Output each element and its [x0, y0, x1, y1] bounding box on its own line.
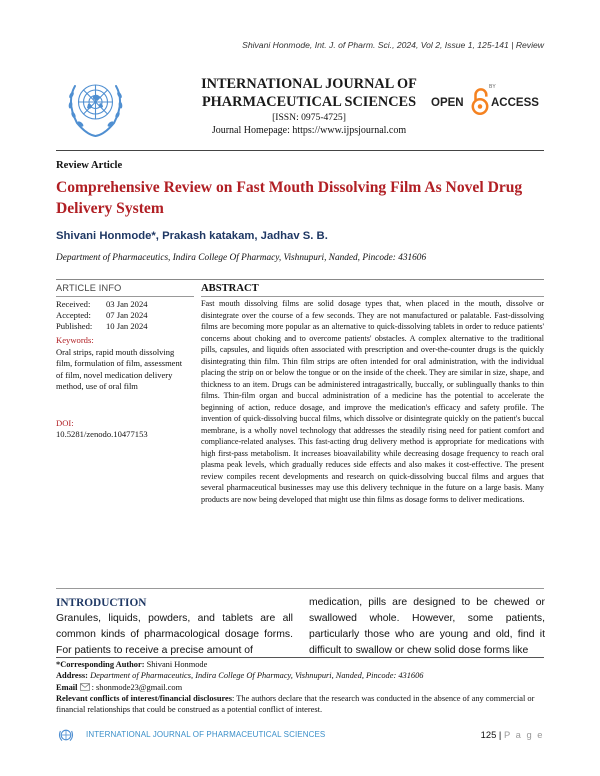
- open-access-badge: [431, 84, 543, 120]
- page-number: [481, 729, 544, 740]
- received-label: Received:: [56, 299, 91, 309]
- doi-value[interactable]: 10.5281/zenodo.10477153: [56, 429, 148, 439]
- article-info-heading: ARTICLE INFO: [56, 283, 122, 293]
- keywords-list: Oral strips, rapid mouth dissolving film, formulation of film, assessment of film, novel medication delivery method, use of oral film: [56, 347, 183, 391]
- journal-issn: [ISSN: 0975-4725]: [272, 112, 346, 123]
- accepted-date: 07 Jan 2024: [106, 310, 148, 321]
- corresponding-author-name: Shivani Honmode: [146, 660, 208, 669]
- accepted-label: Accepted:: [56, 310, 91, 321]
- published-date: 10 Jan 2024: [106, 321, 148, 332]
- article-affiliation: Department of Pharmaceutics, Indira College Of Pharmacy, Vishnupuri, Nanded, Pincode: 431606: [56, 253, 427, 263]
- abstract-text: Fast mouth dissolving films are solid dosage types that, when placed in the mouth, dissolve or disintegrate over the course of a few seconds. They are not manufactured or palatable. Fast-dissolving films are becoming more popular as an alternative to quick-dissolving tablets in order to reduce patients' concerns about choking and to overcome patients' obstacles. A complex alternative to the traditional pills, capsules, and liquids often associated with prescription and over-the-counter drugs is the quickly disintegrating thin film. Thin film strips are often intended for oral administration, with the individual placing the strip on or below the tongue or on the inside of the cheek. They are similar in size, shape, and thickness to an item. Drugs can be administered intragastrically, buccally, or sublingually thanks to thin films. Thin-film organ and buccal administration of a medicine has the potential to accelerate the beginning of action, reduce dosage, and improve the medication's efficacy and safety profile. The invention of quick-dissolving buccal films, which dissolve or disintegrate quickly on the patient's buccal membrane, is a wholly novel technology that addresses the steadily rising need for patient comfort and compliance-related analyses. This fast-acting drug delivery method is appropriate for medications with high first-pass metabolism. It increases bioavailability while decreasing dosage frequency to reach oral plasma peak levels, which gradually reduces side effects and also makes it cost-effective. The present review compiles recent developments and research on quick-dissolving buccal films and argues that several pharmaceutical businesses may use this delivery technique in the future on a large basis. Many products are now being developed that might use thin films as dosage forms to deliver medications.: [201, 299, 544, 504]
- address-line: [56, 670, 546, 681]
- footnote-divider: [56, 657, 544, 658]
- envelope-icon: [80, 683, 90, 691]
- footer-journal-name: INTERNATIONAL JOURNAL OF PHARMACEUTICAL SCIENCES: [86, 730, 326, 739]
- address-label: Address:: [56, 671, 88, 680]
- article-title: Comprehensive Review on Fast Mouth Dissolving Film As Novel Drug Delivery System: [56, 179, 523, 217]
- running-header: Shivani Honmode, Int. J. of Pharm. Sci., 2024, Vol 2, Issue 1, 125-141 | Review: [242, 40, 544, 50]
- page-word: P a g e: [503, 729, 544, 740]
- abstract-heading: ABSTRACT: [201, 283, 259, 294]
- introduction-column-2: medication, pills are designed to be chewed or swallowed whole. However, some patients, particularly those who are young and old, find it difficult to swallow or chew solid dose forms like: [309, 597, 545, 656]
- journal-title-line-1: INTERNATIONAL JOURNAL OF: [201, 76, 417, 92]
- article-type: Review Article: [56, 160, 123, 171]
- open-access-sup: BY: [489, 84, 496, 90]
- conflict-text: : The authors declare that the research was conducted in the absence of any commercial or financial relationships that could be construed as a potential conflict of interest.: [56, 694, 535, 714]
- open-lock-icon: [471, 88, 489, 116]
- article-dates: [56, 299, 148, 333]
- email-line: [56, 682, 546, 693]
- info-divider: [56, 279, 544, 280]
- header-divider: [56, 150, 544, 151]
- journal-title-line-2: PHARMACEUTICAL SCIENCES: [201, 94, 417, 110]
- corresponding-author: [56, 659, 546, 670]
- corresponding-author-label: *Corresponding Author:: [56, 660, 145, 669]
- open-access-right: ACCESS: [491, 97, 539, 109]
- journal-homepage[interactable]: Journal Homepage: https://www.ijpsjournal.com: [211, 125, 407, 136]
- conflict-label: Relevant conflicts of interest/financial disclosures: [56, 694, 233, 703]
- page-number-value: 125: [480, 729, 497, 740]
- un-globe-emblem-icon: [58, 71, 133, 138]
- address-text: Department of Pharmaceutics, Indira College Of Pharmacy, Vishnupuri, Nanded, Pincode: 431606: [90, 671, 424, 680]
- email-address[interactable]: : shonmode23@gmail.com: [91, 683, 183, 692]
- email-label: Email: [56, 683, 78, 692]
- article-info-rule: [56, 296, 194, 297]
- doi-label: DOI:: [56, 418, 74, 428]
- introduction-column-1: Granules, liquids, powders, and tablets are all common kinds of pharmacological dosage forms. For patients to receive a precise amount of: [56, 613, 293, 656]
- article-authors: Shivani Honmode*, Prakash katakam, Jadhav S. B.: [56, 230, 328, 242]
- received-date: 03 Jan 2024: [106, 299, 148, 309]
- body-divider: [56, 588, 544, 589]
- keywords-label: Keywords:: [56, 335, 94, 345]
- open-access-left: OPEN: [431, 97, 464, 109]
- published-label: Published:: [56, 321, 93, 332]
- footer-emblem-icon: [58, 727, 74, 743]
- introduction-heading: INTRODUCTION: [56, 597, 147, 609]
- abstract-rule: [201, 296, 544, 297]
- journal-title: [180, 75, 438, 111]
- conflict-statement: [56, 693, 546, 715]
- page-number-separator: |: [498, 729, 502, 740]
